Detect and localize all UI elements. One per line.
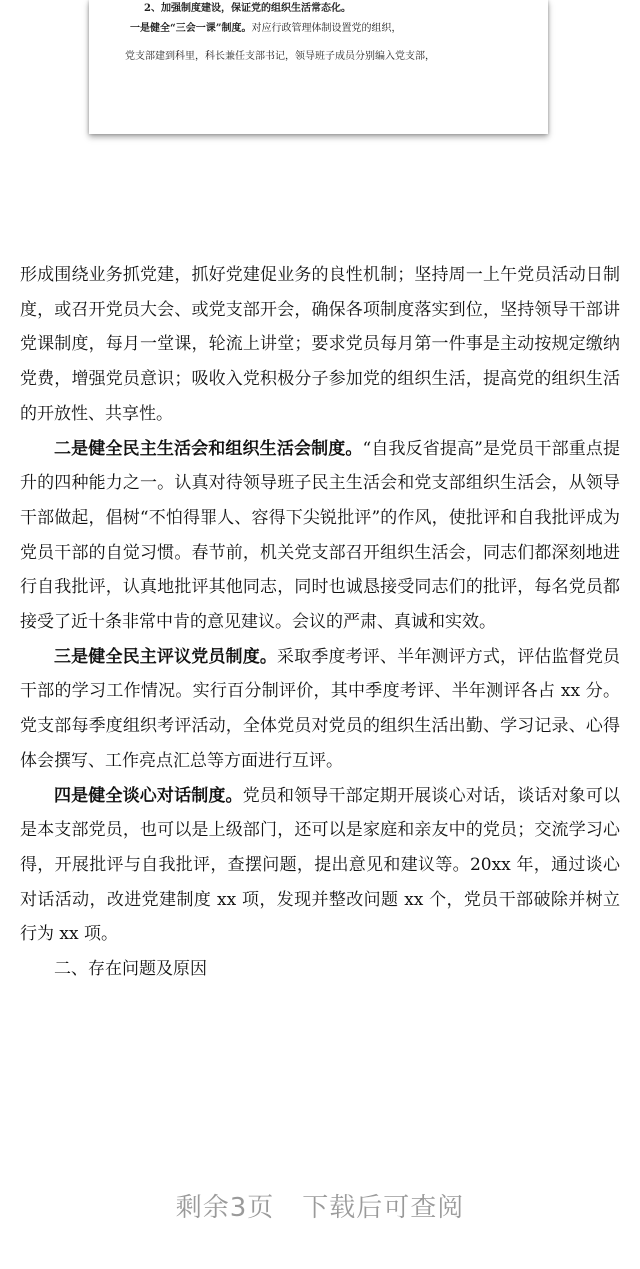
paragraph-4-lead: 四是健全谈心对话制度。 [54,785,243,806]
preview-line-3: 党支部建到科里，科长兼任支部书记，领导班子成员分别编入党支部， [125,51,435,62]
preview-line-2-rest: 对应行政管理体制设置党的组织， [251,23,402,34]
preview-line-2-lead: 一是健全“三会一课”制度。 [130,23,252,34]
download-prompt[interactable] [0,1187,640,1224]
document-body [20,258,620,987]
download-to-view-label: 下载后可查阅 [302,1193,465,1223]
paragraph-4-text: 党员和领导干部定期开展谈心对话，谈话对象可以是本支部党员，也可以是上级部门，还可以是家庭和亲友中的党员；交流学习心得，开展批评与自我批评，查摆问题，提出意见和建议等。20xx 年，通过谈心对话活动，改进党建制度 xx 项，发现并整改问题 xx 个，党员干部破除并树立行为 xx 项。 [20,785,620,945]
preview-line-2 [130,22,402,36]
remaining-pages-label: 剩余3页 [175,1193,275,1223]
paragraph-3 [20,640,620,779]
section-heading: 二、存在问题及原因 [54,959,207,980]
paragraph-3-text: 采取季度考评、半年测评方式，评估监督党员干部的学习工作情况。实行百分制评价，其中季度考评、半年测评各占 xx 分。党支部每季度组织考评活动，全体党员对党员的组织生活出勤、学习记录、心得体会撰写、工作亮点汇总等方面进行互评。 [20,646,620,771]
preview-line-1: 2、加强制度建设，保证党的组织生活常态化。 [144,3,351,14]
paragraph-2 [20,432,620,640]
paragraph-4 [20,779,620,953]
paragraph-1: 形成围绕业务抓党建，抓好党建促业务的良性机制；坚持周一上午党员活动日制度，或召开党员大会、或党支部开会，确保各项制度落实到位，坚持领导干部讲党课制度，每月一堂课，轮流上讲堂；要求党员每月第一件事是主动按规定缴纳党费，增强党员意识；吸收入党积极分子参加党的组织生活，提高党的组织生活的开放性、共享性。 [20,265,620,424]
paragraph-2-text: “自我反省提高”是党员干部重点提升的四种能力之一。认真对待领导班子民主生活会和党支部组织生活会，从领导干部做起，倡树“不怕得罪人、容得下尖锐批评”的作风，使批评和自我批评成为党员干部的自觉习惯。春节前，机关党支部召开组织生活会，同志们都深刻地进行自我批评，认真地批评其他同志，同时也诚恳接受同志们的批评，每名党员都接受了近十条非常中肯的意见建议。会议的严肃、真诚和实效。 [20,438,620,633]
paragraph-2-lead: 二是健全民主生活会和组织生活会制度。 [54,438,363,459]
paragraph-3-lead: 三是健全民主评议党员制度。 [54,646,278,667]
page-preview-card [89,0,548,134]
